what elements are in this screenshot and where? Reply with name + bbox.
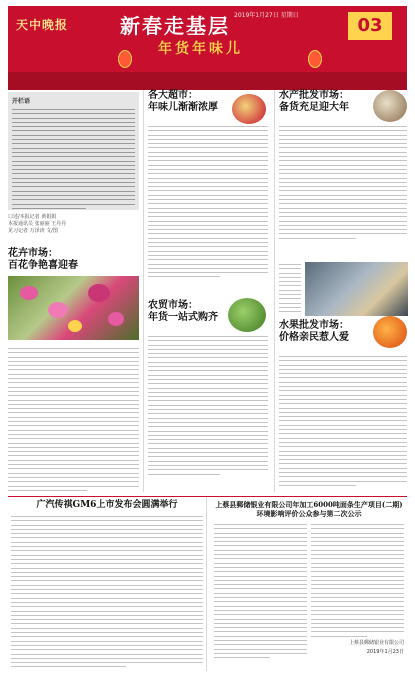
notice-signature-org: 上蔡县郵储银业有限公司 [348,640,404,647]
lantern-icon [118,50,132,68]
byline-line: 本报通讯员 张丽丽 王丹丹 [8,221,67,227]
brand-logo: 天中晚报 [16,18,69,32]
byline-line: 口述/本报记者 黄娟娟 [8,214,57,220]
environmental-notice [211,497,407,671]
farm-market-article [148,300,268,490]
lantern-icon [308,50,322,68]
seafood-photo [373,90,407,122]
notice-title: 上蔡县郵储银业有限公司年加工6000吨面条生产项目(二期) [215,500,403,509]
headline-title: 水果批发市场： [279,320,349,331]
masthead-banner [8,6,407,90]
headline-subtitle: 年味儿渐渐浓厚 [148,102,218,113]
flower-market-headline [8,248,139,272]
byline-line: 见习记者 万泽涛 文/图 [8,228,58,234]
farm-market-body [148,336,268,475]
column-title: 新春走基层 [120,14,230,38]
footer-area [8,496,407,670]
headline-subtitle: 百花争艳喜迎春 [8,260,78,271]
headline-title: 各大超市： [148,90,198,101]
editor-note-box [8,92,139,210]
flower-market-photo [8,276,139,340]
right-column [274,90,407,492]
fruit-market-article [279,320,407,490]
headline-subtitle: 年货一站式购齐 [148,312,218,323]
editor-note-label: 开栏语 [12,98,31,105]
editor-note-text [12,109,135,209]
farm-market-photo [228,298,266,332]
seafood-market-article [279,90,407,320]
fruit-market-body [279,356,407,486]
seafood-market-photo [305,262,408,316]
flower-market-body [8,348,139,494]
byline [8,214,139,235]
supermarket-photo [232,94,266,124]
notice-signature-date: 2019年1月23日 [366,649,404,656]
masthead-decoration [8,72,407,90]
car-launch-body [11,516,203,667]
seafood-market-body-top [279,126,407,239]
headline-title: 农贸市场： [148,300,198,311]
notice-body [214,522,404,662]
car-launch-headline: 广汽传祺GM6上市发布会圆满举行 [36,500,178,510]
issue-date: 2019年1月27日 星期日 [234,12,299,19]
headline-subtitle: 备货充足迎大年 [279,102,349,113]
middle-column [143,90,268,492]
supermarket-article [148,90,268,300]
headline-title: 水产批发市场： [279,90,349,101]
car-launch-article [8,497,207,671]
left-column [8,90,139,492]
headline-title: 花卉市场： [8,248,58,259]
supermarket-body [148,126,268,277]
fruit-photo [373,316,407,348]
headline-subtitle: 价格亲民惹人爱 [279,332,349,343]
seafood-market-body-side [279,264,301,316]
notice-subtitle: 环境影响评价公众参与第二次公示 [256,509,362,518]
page-number: 03 [348,12,392,40]
column-subtitle: 年货年味儿 [158,41,243,57]
